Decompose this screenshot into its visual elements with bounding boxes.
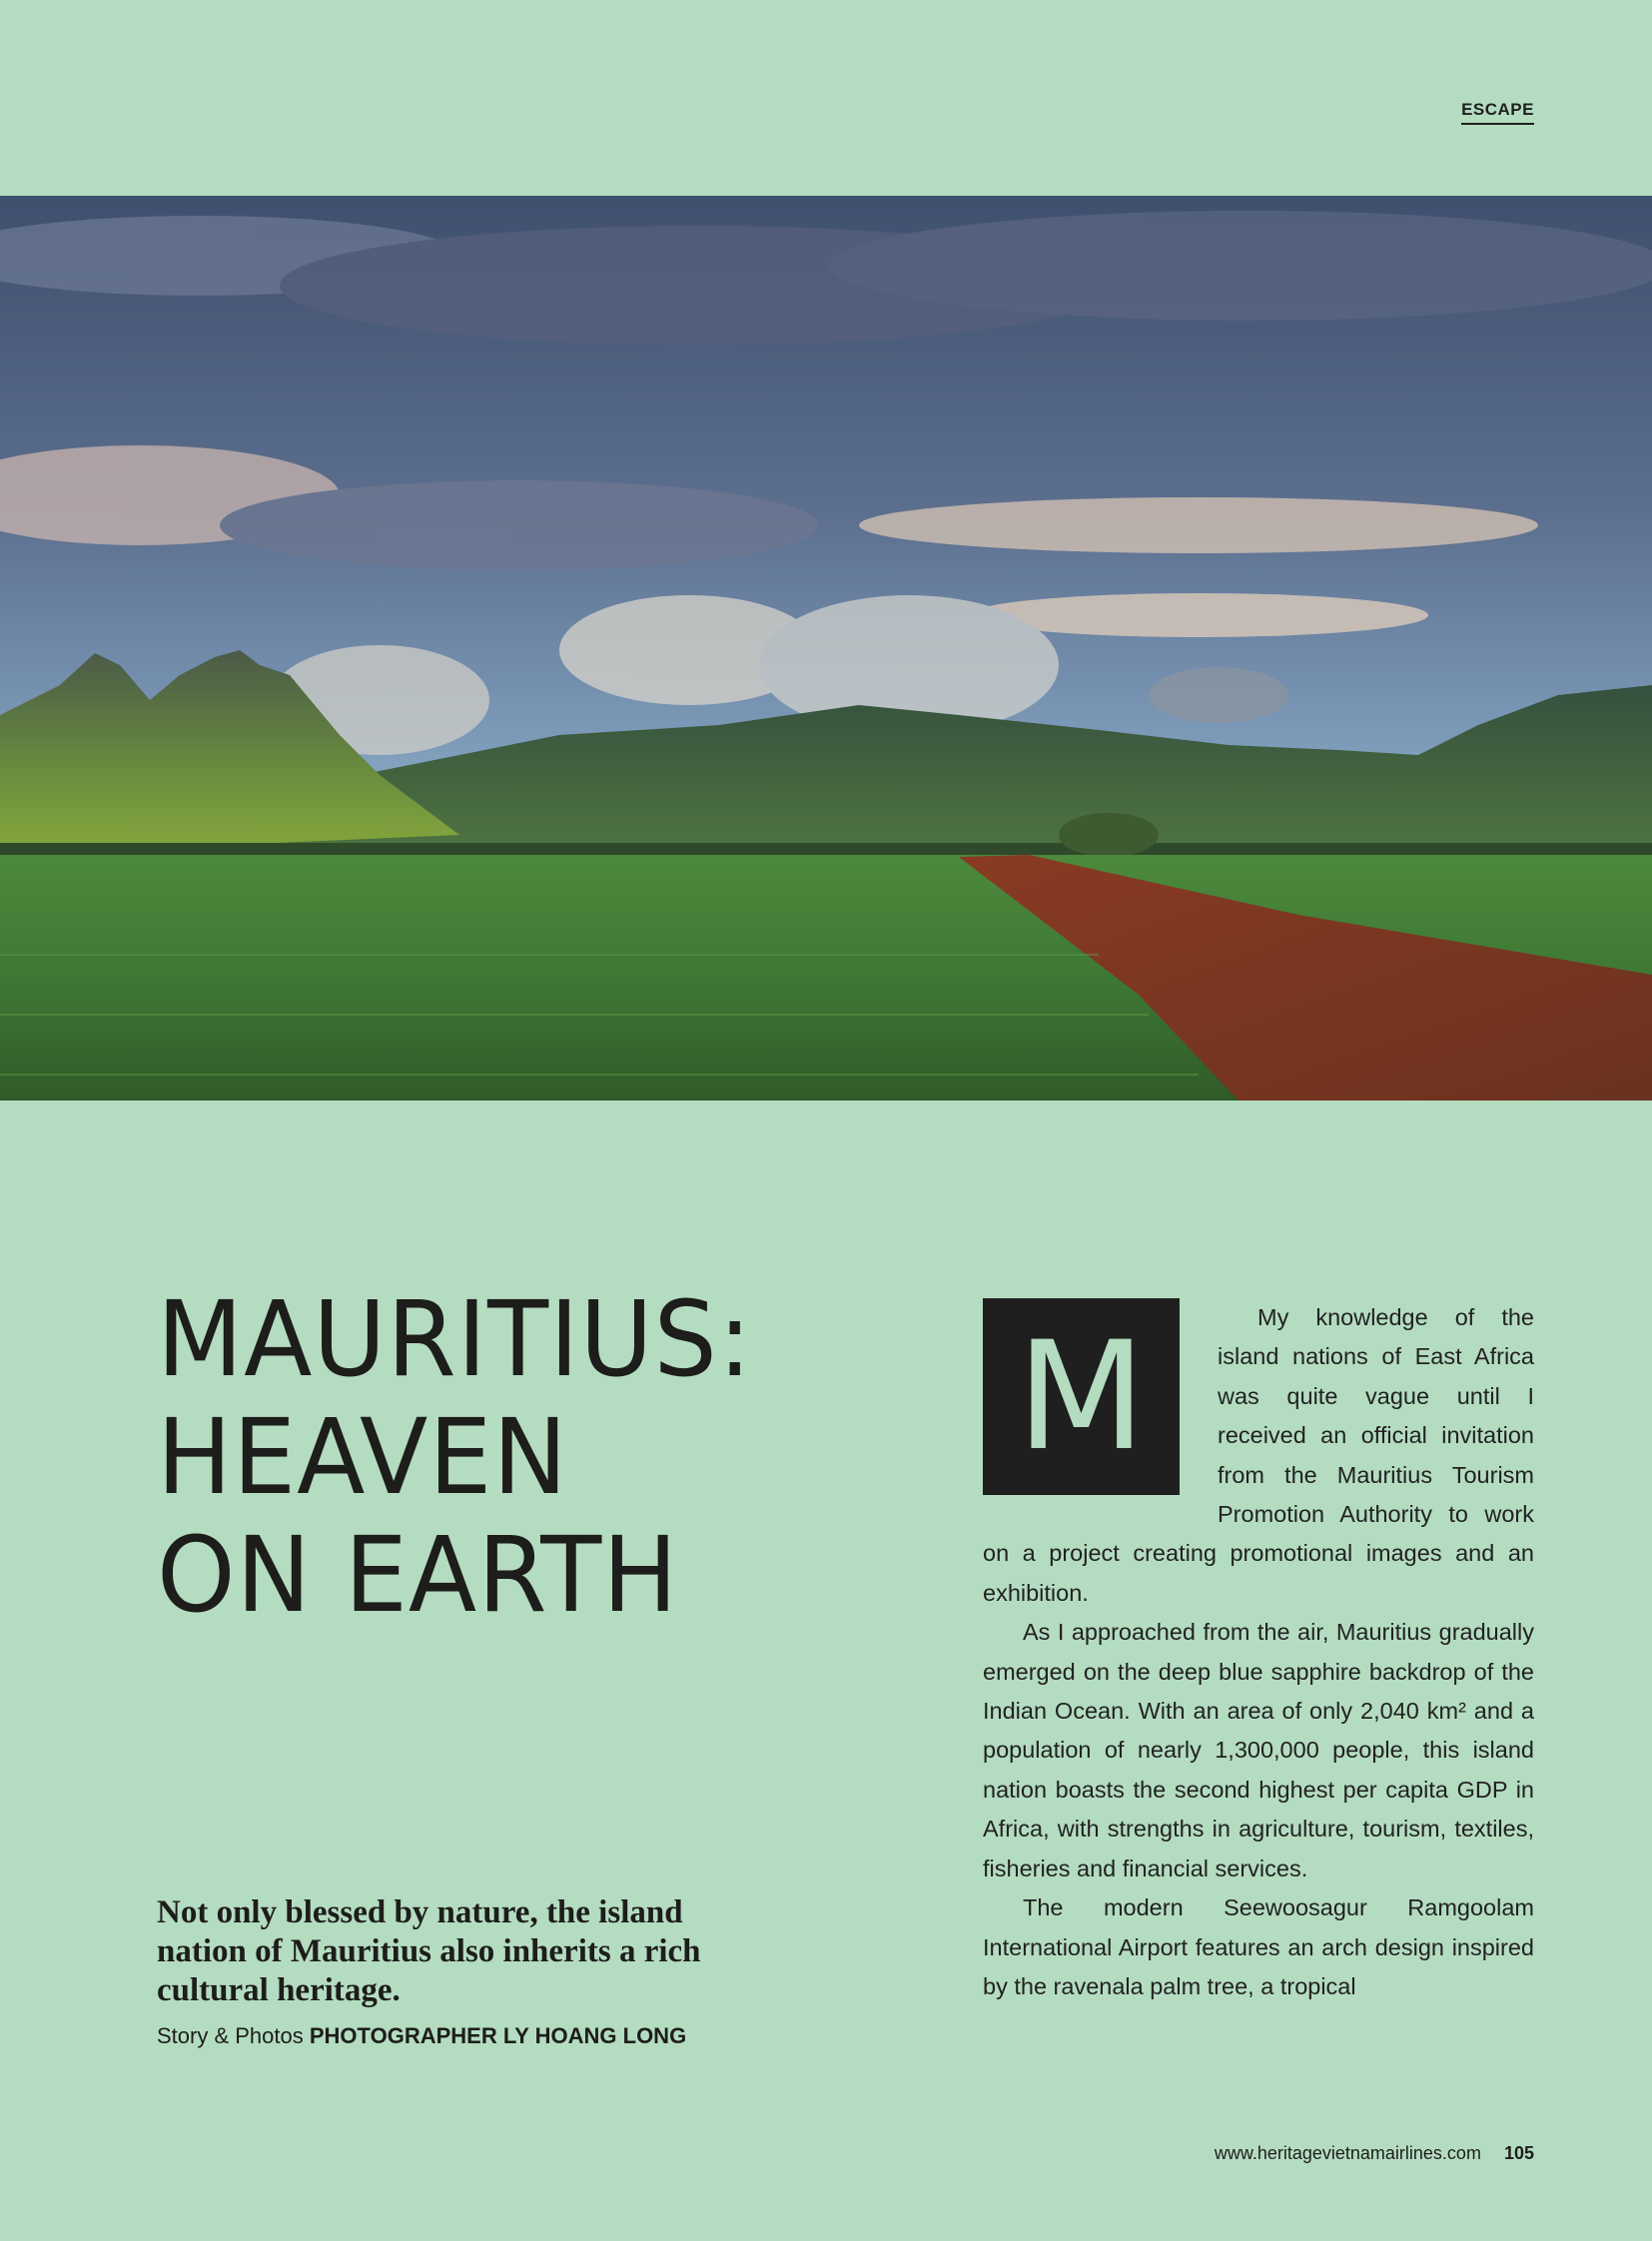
- byline: [157, 2023, 686, 2049]
- page-footer: [1215, 2143, 1534, 2164]
- byline-prefix: Story & Photos: [157, 2023, 304, 2048]
- title-line: MAURITIUS:: [157, 1278, 753, 1400]
- hero-photo: [0, 196, 1652, 1101]
- page-number: 105: [1503, 2143, 1534, 2163]
- title-line: ON EARTH: [157, 1514, 679, 1636]
- article-title: [157, 1280, 828, 1634]
- paragraph: My knowledge of the island nations of East Africa was quite vague until I received an official invitation from the Mauritius Tourism Promotion Authority to work on a project creating promotional images and an exhibition.: [983, 1304, 1534, 1606]
- paragraph: As I approached from the air, Mauritius gradually emerged on the deep blue sapphire backdrop of the Indian Ocean. With an area of only 2,040 km² and a population of nearly 1,300,000 people, this island nation boasts the second highest per capita GDP in Africa, with strengths in agriculture, tourism, textiles, fisheries and financial services.: [983, 1619, 1534, 1881]
- title-line: HEAVEN: [157, 1396, 568, 1518]
- paragraph: The modern Seewoosagur Ramgoolam International Airport features an arch design inspired by the ravenala palm tree, a tropical: [983, 1894, 1534, 1999]
- byline-name: PHOTOGRAPHER LY HOANG LONG: [309, 2023, 687, 2048]
- article-body: [983, 1298, 1534, 2006]
- section-tag: ESCAPE: [1461, 100, 1534, 125]
- drop-cap: M: [983, 1298, 1180, 1495]
- footer-url: www.heritagevietnamairlines.com: [1214, 2143, 1481, 2163]
- standfirst: Not only blessed by nature, the island nation of Mauritius also inherits a rich cultural heritage.: [157, 1894, 701, 2008]
